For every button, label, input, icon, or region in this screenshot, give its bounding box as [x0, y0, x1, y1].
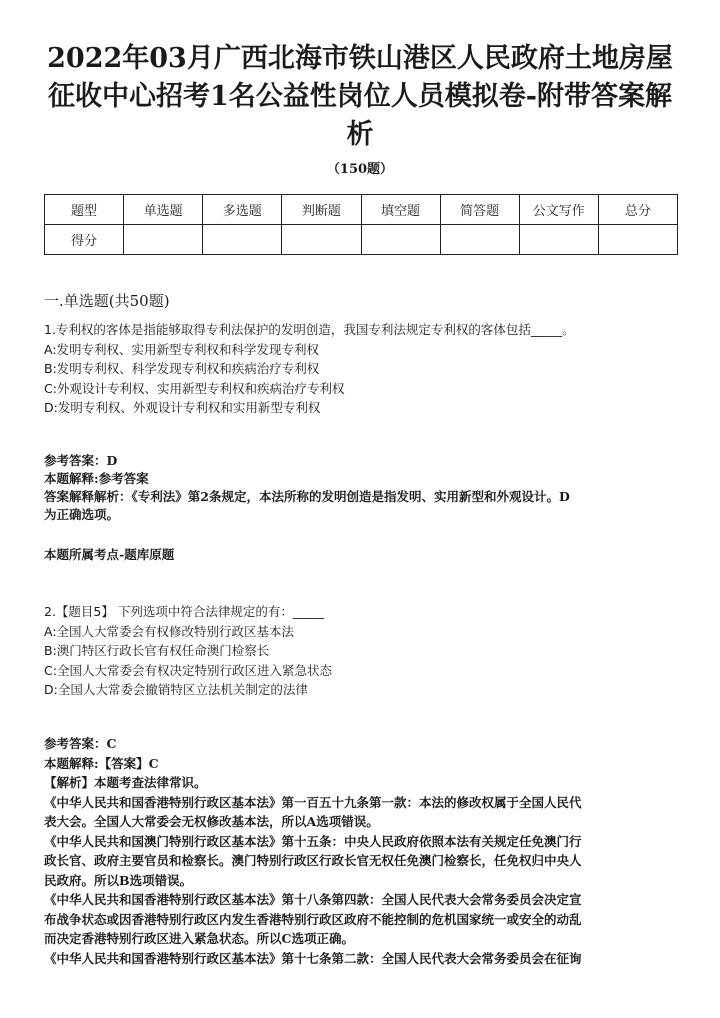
title-line: 2022年03月广西北海市铁山港区人民政府土地房屋	[47, 43, 673, 74]
question-stem: 2.【题目5】 下列选项中符合法律规定的有：_____	[44, 604, 325, 619]
analysis-line: 《中华人民共和国香港特别行政区基本法》第十七条第二款：全国人民代表大会常务委员会在征询	[44, 950, 582, 966]
header-cell: 简答题	[440, 195, 519, 225]
title-line: 析	[346, 119, 374, 150]
option-d: D:全国人大常委会撤销特区立法机关制定的法律	[44, 682, 308, 697]
header-cell: 填空题	[361, 195, 440, 225]
option-c: C:全国人大常委会有权决定特别行政区进入紧急状态	[44, 662, 332, 678]
analysis-line: 【解析】本题考查法律常识。	[44, 775, 207, 790]
option-d: D:发明专利权、外观设计专利权和实用新型专利权	[44, 400, 321, 415]
score-cell	[282, 225, 361, 255]
score-cell	[440, 225, 519, 255]
analysis-line: 布战争状态或因香港特别行政区内发生香港特别行政区政府不能控制的危机国家统一或安全的动乱	[44, 911, 582, 927]
header-cell: 判断题	[282, 195, 361, 225]
question-1-topic: 本题所属考点-题库原题	[44, 547, 175, 562]
header-cell: 总分	[598, 195, 677, 225]
score-table	[44, 194, 678, 255]
question-stem: 1.专利权的客体是指能够取得专利法保护的发明创造，我国专利法规定专利权的客体包括_____。	[44, 322, 575, 337]
score-cell	[598, 225, 677, 255]
score-table-score-row	[45, 225, 678, 255]
score-cell	[361, 225, 440, 255]
analysis-line: 而决定香港特别行政区进入紧急状态。所以C选项正确。	[44, 931, 354, 946]
answer-line: 参考答案：D	[44, 453, 118, 468]
question-1	[44, 320, 680, 418]
explain-label: 本题解释:【答案】C	[44, 755, 159, 771]
analysis-line: 《中华人民共和国香港特别行政区基本法》第一百五十九条第一款：本法的修改权属于全国人民代	[44, 794, 582, 810]
analysis-line: 政长官、政府主要官员和检察长。澳门特别行政区行政长官无权任免澳门检察长，任免权归中央人	[44, 853, 582, 868]
question-count: （150题）	[326, 162, 394, 177]
explain-line: 为正确选项。	[44, 507, 120, 522]
question-2	[44, 602, 680, 700]
option-b: B:澳门特区行政长官有权任命澳门检察长	[44, 643, 270, 658]
question-1-answer	[44, 452, 680, 524]
answer-line: 参考答案：C	[44, 736, 117, 751]
header-cell: 公文写作	[519, 195, 598, 225]
explain-label: 本题解释:参考答案	[44, 471, 149, 486]
option-a: A:全国人大常委会有权修改特别行政区基本法	[44, 623, 295, 639]
row-label-cell: 得分	[45, 225, 124, 255]
score-table-header-row	[45, 195, 678, 225]
analysis-line: 表大会。全国人大常委会无权修改基本法，所以A选项错误。	[44, 814, 379, 829]
header-cell: 单选题	[124, 195, 203, 225]
analysis-line: 《中华人民共和国澳门特别行政区基本法》第十五条：中央人民政府依照本法有关规定任免澳门行	[44, 833, 582, 849]
header-cell: 题型	[45, 195, 124, 225]
header-cell: 多选题	[203, 195, 282, 225]
score-cell	[203, 225, 282, 255]
option-a: A:发明专利权、实用新型专利权和科学发现专利权	[44, 341, 320, 357]
question-2-answer	[44, 734, 680, 968]
analysis-line: 《中华人民共和国香港特别行政区基本法》第十八条第四款：全国人民代表大会常务委员会决定宣	[44, 892, 582, 907]
document-title	[30, 40, 690, 154]
explain-line: 答案解释解析：《专利法》第2条规定，本法所称的发明创造是指发明、实用新型和外观设计。D	[44, 489, 570, 504]
option-b: B:发明专利权、科学发现专利权和疾病治疗专利权	[44, 361, 320, 376]
score-cell	[519, 225, 598, 255]
analysis-line: 民政府。所以B选项错误。	[44, 872, 193, 888]
option-c: C:外观设计专利权、实用新型专利权和疾病治疗专利权	[44, 380, 345, 396]
title-line: 征收中心招考1名公益性岗位人员模拟卷-附带答案解	[48, 81, 672, 112]
section-heading: 一.单选题(共50题)	[44, 292, 170, 310]
score-cell	[124, 225, 203, 255]
